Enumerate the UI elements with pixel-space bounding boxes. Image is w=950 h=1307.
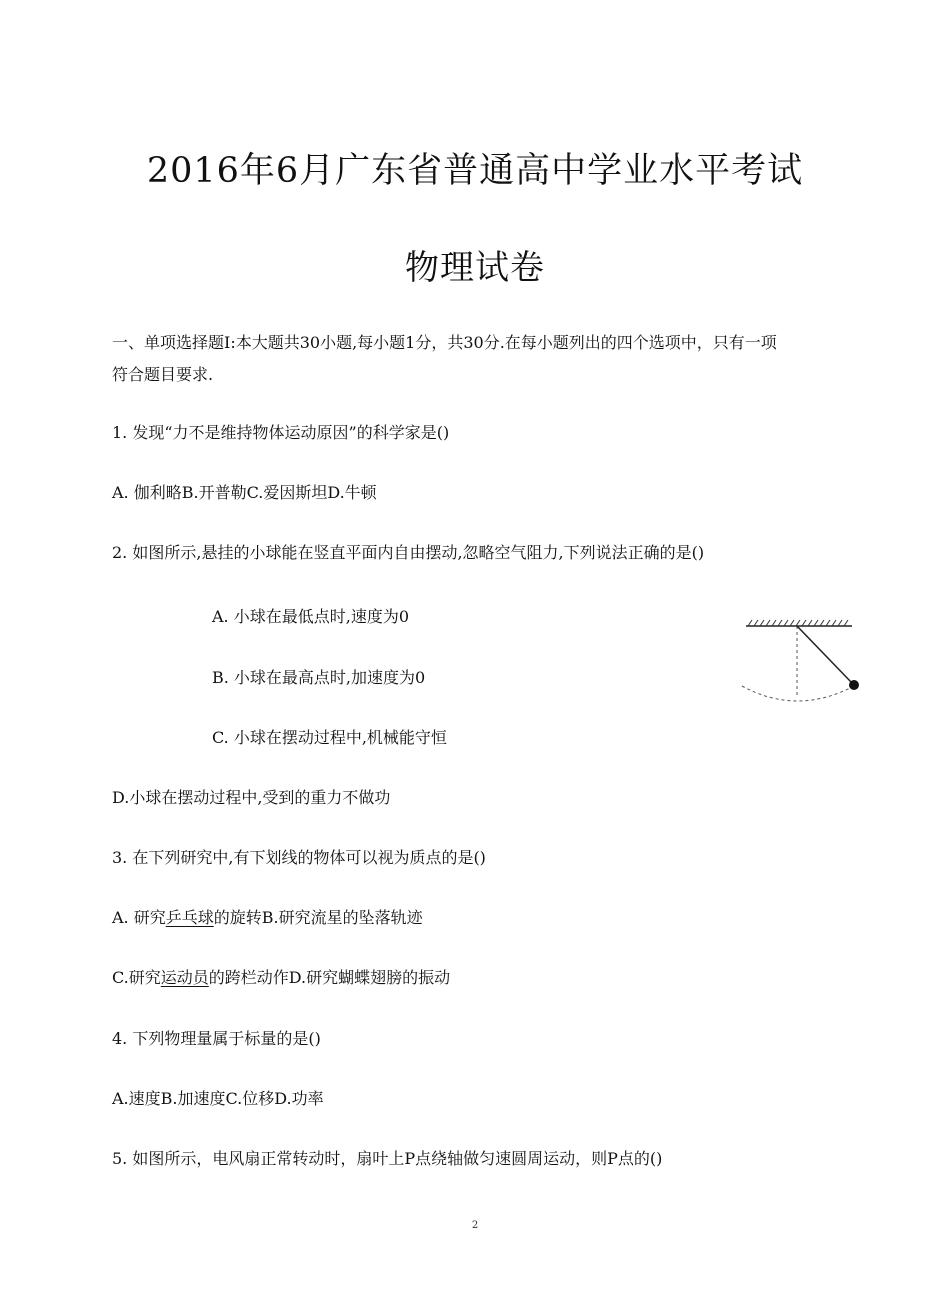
question-5-stem: 5. 如图所示，电风扇正常转动时，扇叶上P点绕轴做匀速圆周运动，则P点的() xyxy=(112,1149,663,1168)
page-title: 2016年6月广东省普通高中学业水平考试 xyxy=(146,151,804,191)
question-2-option-a: A. 小球在最低点时,速度为0 xyxy=(212,607,409,626)
question-4-stem: 4. 下列物理量属于标量的是() xyxy=(112,1029,321,1048)
question-2-stem: 2. 如图所示,悬挂的小球能在竖直平面内自由摆动,忽略空气阻力,下列说法正确的是() xyxy=(112,543,705,562)
question-3-stem: 3. 在下列研究中,有下划线的物体可以视为质点的是() xyxy=(112,848,486,867)
q3-c-suffix: 的跨栏动作D.研究蝴蝶翅膀的振动 xyxy=(208,968,451,987)
question-1-stem: 1. 发现“力不是维持物体运动原因”的科学家是() xyxy=(112,423,450,442)
ceiling-hatching xyxy=(748,620,848,626)
question-2-option-c: C. 小球在摆动过程中,机械能守恒 xyxy=(212,728,447,747)
question-3-options-ab xyxy=(112,905,423,928)
section-heading-line1: 一、单项选择题I:本大题共30小题,每小题1分，共30分.在每小题列出的四个选项中，只有一项 xyxy=(112,333,777,352)
swing-arc xyxy=(742,686,854,701)
question-2-option-b: B. 小球在最高点时,加速度为0 xyxy=(212,668,426,687)
question-2-option-d: D.小球在摆动过程中,受到的重力不做功 xyxy=(112,788,391,807)
pendulum-string xyxy=(797,626,852,683)
question-1-options: A. 伽利略B.开普勒C.爱因斯坦D.牛顿 xyxy=(112,483,377,502)
q3-c-underlined: 运动员 xyxy=(160,968,209,987)
q3-a-prefix: A. 研究 xyxy=(112,908,166,927)
q3-a-suffix: 的旋转B.研究流星的坠落轨迹 xyxy=(213,908,423,927)
q3-a-underlined: 乒乓球 xyxy=(165,908,214,927)
q3-c-prefix: C.研究 xyxy=(112,968,161,987)
question-4-options: A.速度B.加速度C.位移D.功率 xyxy=(112,1089,324,1108)
page-subtitle: 物理试卷 xyxy=(405,248,545,288)
question-3-options-cd xyxy=(112,965,450,988)
pendulum-ball xyxy=(849,680,859,690)
page-number: 2 xyxy=(471,1220,479,1231)
section-heading-line2: 符合题目要求. xyxy=(112,365,214,384)
pendulum-figure xyxy=(738,616,863,716)
